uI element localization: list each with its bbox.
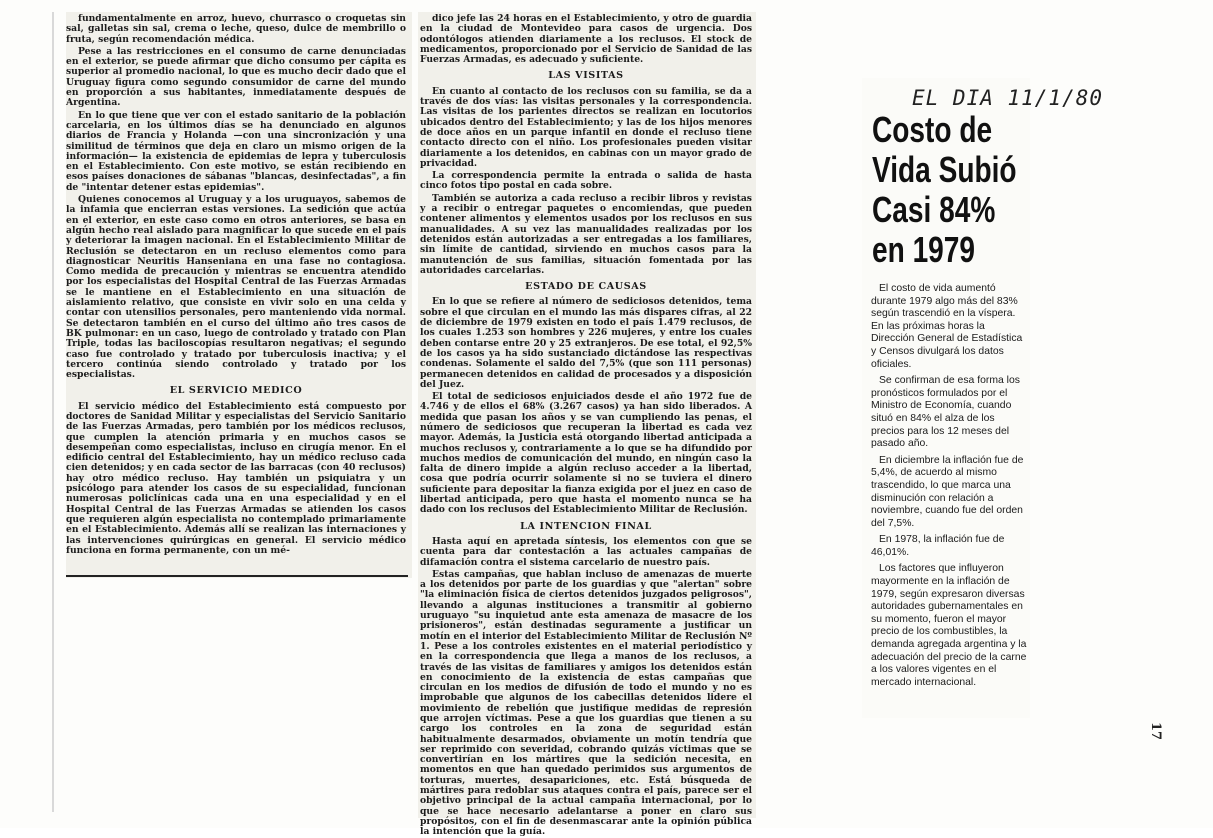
heading-servicio-medico: EL SERVICIO MEDICO — [169, 385, 303, 397]
headline-line: Casi 84% — [872, 189, 996, 230]
left-column-text — [66, 14, 406, 574]
article-paragraph: En diciembre la inflación fue de 5,4%, de acuerdo al mismo trascendido, lo que marca una disminución con relación a noviembre, cuando fue del orden del 7,5%. — [871, 454, 1024, 529]
column-paragraph: Quienes conocemos al Uruguay y a los uruguayos, sabemos de la infamia que encierran estas versiones. La sedición que actúa en el exterior, en este caso como en otros anteriores, se basa en algún hecho real aislado para magnificar lo que sucede en el país y deteriorar la imagen nacional. En el Establecimiento Militar de Reclusión se detectaron en un recluso elementos como para diagnosticar Neuritis Hanseniana en una fase no contagiosa. Como medida de precaución y mientras se encuentra atendido por los especialistas del Hospital Central de las Fuerzas Armadas se le mantiene en el Establecimiento en una situación de aislamiento relativo, que consiste en vivir solo en una celda y contar con utensilios personales, pero manteniendo vida normal. Se detectaron también en el curso del último año tres casos de BK pulmonar: en un caso, luego de controlado y tratado con Plan Triple, todas las baciloscopías resultaron negativas; el segundo caso fue controlado y tratado por tuberculosis inactiva; y el tercero continúa siendo controlado y tratado por los especialistas. — [66, 194, 406, 381]
left-clipping — [66, 12, 412, 578]
heading-las-visitas: LAS VISITAS — [548, 70, 624, 82]
column-paragraph: La correspondencia permite la entrada o salida de hasta cinco fotos tipo postal en cada sobre. — [420, 170, 752, 192]
column-paragraph: En lo que se refiere al número de sediciosos detenidos, tema sobre el que circulan en el mundo las más dispares cifras, al 22 de diciembre de 1979 existen en todo el país 1.479 reclusos, de los cuales 1.253 son hombres y 226 mujeres, y entre los cuales deben contarse entre 20 y 25 extranjeros. De ese total, el 92,5% de los casos ya ha sido sustanciado dictándose las respectivas condenas. Solamente el saldo del 7,5% (que son 111 personas) permanecen detenidos en calidad de procesados y a disposición del Juez. — [420, 296, 752, 390]
column-paragraph: En lo que tiene que ver con el estado sanitario de la población carcelaria, en los últimos días se ha denunciado en algunos diarios de Francia y Holanda —con una sincronización y una similitud de términos que deja en claro un mismo origen de la información— la existencia de epidemias de lepra y tuberculosis en el Establecimiento. Con este motivo, se están recibiendo en esos países donaciones de sábanas "blancas, desinfectadas", a fin de "intentar detener estas epidemias". — [66, 109, 406, 193]
column-paragraph: Hasta aquí en apretada síntesis, los elementos con que se cuenta para dar contestación a las actuales campañas de difamación contra el sistema carcelario de nuestro país. — [420, 535, 752, 568]
heading-la-intencion-final: LA INTENCION FINAL — [520, 520, 652, 532]
headline-line: Costo de — [872, 109, 993, 150]
headline-line: en 1979 — [872, 229, 976, 270]
column-paragraph: También se autoriza a cada recluso a recibir libros y revistas y a recibir o entregar paquetes o encomiendas, que pueden contener alimentos y elementos usados por los reclusos en sus manualidades. A su vez las manualidades realizadas por los detenidos están autorizadas a ser entregadas a los familiares, sin límite de cantidad, sirviendo en muchos casos para la manutención de sus familias, situación fomentada por las autoridades carcelarias. — [420, 192, 752, 276]
article-body — [871, 283, 1029, 693]
article-paragraph: Se confirman de esa forma los pronósticos formulados por el Ministro de Economía, cuando situó en 84% el alza de los precios para los 12 meses del pasado año. — [871, 375, 1020, 450]
article-paragraph: Los factores que influyeron mayormente en la inflación de 1979, según expresaron diversas autoridades gubernamentales en su momento, fueron el mayor precio de los combustibles, la demanda agregada argentina y la adecuación del precio de la carne a los valores vigentes en el mercado internacional. — [871, 563, 1027, 688]
left-paragraphs-b — [66, 402, 406, 556]
handwritten-annotation: EL DIA 11/1/80 — [912, 86, 1104, 110]
headline — [872, 109, 1017, 270]
middle-paragraphs-c — [420, 297, 752, 515]
article-paragraph: En 1978, la inflación fue de 46,01%. — [871, 534, 1005, 558]
page-edge-line — [52, 12, 54, 812]
column-paragraph: Pese a las restricciones en el consumo de carne denunciadas en el exterior, se puede afirmar que dicho consumo per cápita es superior al promedio nacional, lo que es mucho decir dado que el Uruguay figura como segundo consumidor de carne del mundo en proporción a sus habitantes, inmediatamente después de Argentina. — [66, 45, 406, 109]
column-paragraph: Estas campañas, que hablan incluso de amenazas de muerte a los detenidos por parte de los guardias y que "alertan" sobre "la eliminación física de ciertos detenidos juzgados peligrosos", llevando a algunas instituciones a transmitir al gobierno uruguayo "su inquietud ante esta amenaza de masacre de los prisioneros", están destinadas seguramente a justificar un motín en el interior del Establecimiento Militar de Reclusión Nº 1. Pese a los controles existentes en el material periodístico y en la correspondencia que llega a manos de los reclusos, a través de las visitas de familiares y amigos los detenidos están en conocimiento de la existencia de estas campañas que circulan en los medios de difusión de todo el mundo y no es improbable que algunos de los cabecillas detenidos lidere el movimiento de rebelión que justifique medidas de represión que arrojen víctimas. Pese a que los guardias que tienen a su cargo los controles en la zona de seguridad están habitualmente desarmados, obviamente un motín tendría que ser reprimido con severidad, cobrando quizás víctimas que se convertirían en los mártires que la sedición necesita, en momentos en que han quedado perimidos sus argumentos de torturas, muertes, desapariciones, etc. Está búsqueda de mártires para redoblar sus ataques contra el país, parece ser el objetivo principal de la actual campaña internacional, por lo que se hace necesario adelantarse a poner en claro sus propósitos, con el fin de desenmascarar ante la opinión pública la intención que la guía. — [420, 568, 752, 838]
middle-clipping — [418, 12, 756, 838]
middle-column-text — [420, 13, 752, 838]
left-column-bottom-rule — [66, 575, 408, 577]
column-paragraph: fundamentalmente en arroz, huevo, churrasco o croquetas sin sal, galletas sin sal, crema o leche, queso, dulce de membrillo o fruta, según recomendación médica. — [66, 13, 406, 45]
column-paragraph: El total de sediciosos enjuiciados desde el año 1972 fue de 4.746 y de ellos el 68% (3.267 casos) ya han sido liberados. A medida que pasan los años y se van cumpliendo las penas, el número de sediciosos que recuperan la libertad es cada vez mayor. Además, la Justicia está otorgando libertad anticipada a muchos reclusos y, contrariamente a lo que se ha difundido por muchos medios de comunicación del mundo, en ningún caso la falta de dinero impide a algún recluso acceder a la libertad, cosa que podría ocurrir solamente si no se tuviera el dinero suficiente para depositar la fianza exigida por el juez en caso de libertad anticipada, pero que hasta el momento nunca se ha dado con los reclusos del Establecimiento Militar de Reclusión. — [420, 391, 752, 516]
article-paragraph: El costo de vida aumentó durante 1979 algo más del 83% según trascendió en la víspera. En las próximas horas la Dirección General de Estadística y Censos divulgará los datos oficiales. — [871, 283, 1023, 370]
column-paragraph: dico jefe las 24 horas en el Establecimiento, y otro de guardia en la ciudad de Montevideo para casos de urgencia. Dos odontólogos atienden diariamente a los reclusos. El stock de medicamentos, proporcionado por el Servicio de Sanidad de las Fuerzas Armadas, es adecuado y suficiente. — [420, 13, 752, 66]
middle-paragraphs-a — [420, 14, 752, 65]
column-paragraph: El servicio médico del Establecimiento está compuesto por doctores de Sanidad Militar y especialistas del Servicio Sanitario de las Fuerzas Armadas, pero también por los médicos reclusos, que cumplen la atención primaria y en muchos casos se desempeñan como especialistas, incluso en cirugía menor. En el edificio central del Establecimiento, hay un médico recluso cada cien detenidos; y en cada sector de las barracas (con 40 reclusos) hay otro médico recluso. Hay también un psiquiatra y un psicólogo para atender los casos de su especialidad, funcionan numerosas policlínicas cada una en una especialidad y en el Hospital Central de las Fuerzas Armadas se atienden los casos que requieren algún especialista no contemplado primariamente en el Establecimiento. Además allí se realizan las internaciones y las intervenciones quirúrgicas en general. El servicio médico funciona en forma permanente, con un mé- — [66, 400, 406, 556]
middle-paragraphs-d — [420, 537, 752, 838]
page-number: 17 — [1148, 722, 1163, 741]
middle-paragraphs-b — [420, 87, 752, 276]
headline-line: Vida Subió — [872, 149, 1017, 190]
column-paragraph: En cuanto al contacto de los reclusos con su familia, se da a través de dos vías: las visitas personales y la correspondencia. Las visitas de los parientes directos se realizan en locutorios ubicados dentro del Establecimiento; y las de los hijos menores de doce años en un parque infantil en donde el recluso tiene contacto directo con el niño. Los profesionales pueden visitar diariamente a los detenidos, en cabinas con un mayor grado de privacidad. — [420, 85, 752, 169]
left-paragraphs-a — [66, 14, 406, 380]
heading-estado-de-causas: ESTADO DE CAUSAS — [525, 281, 647, 293]
